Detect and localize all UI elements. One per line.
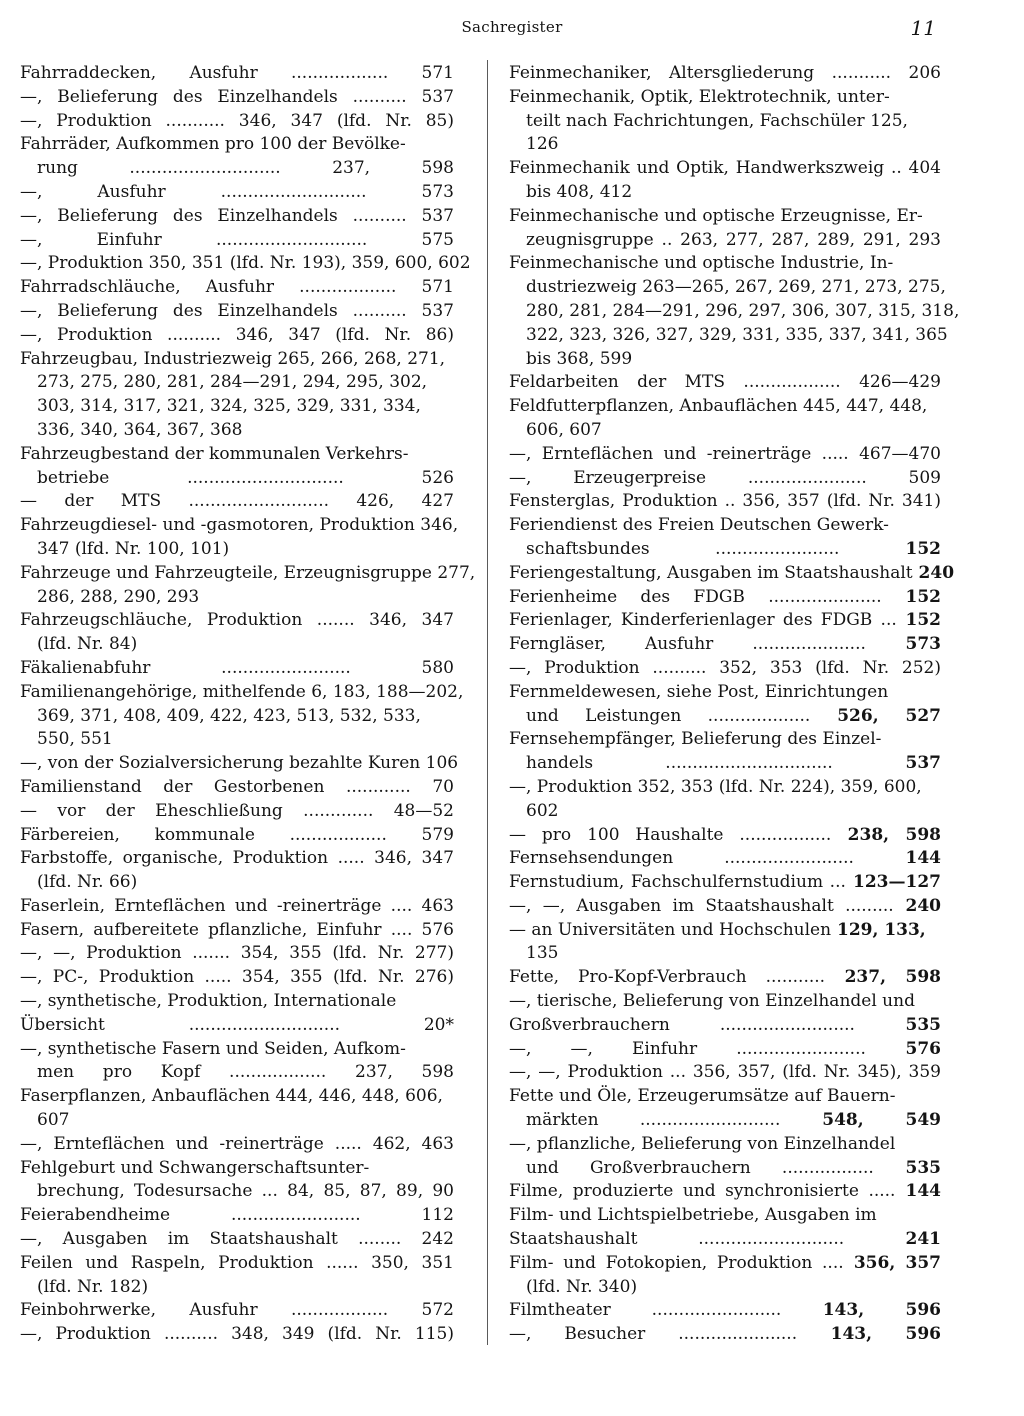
- index-entry-line: märkten .......................... 548, 549: [526, 1110, 941, 1131]
- page-header: [0, 18, 1024, 42]
- index-entry-line: Fette und Öle, Erzeugerumsätze auf Bauern-: [509, 1086, 896, 1107]
- index-entry-line: —, Besucher ...................... 143, 596: [509, 1324, 941, 1345]
- index-entry-line: Feilen und Raspeln, Produktion ...... 350, 351: [20, 1252, 454, 1273]
- index-entry-line: Feinmechaniker, Altersgliederung ........... 206: [509, 63, 941, 83]
- index-entry-line: Fahrzeugschläuche, Produktion ....... 346, 347: [20, 610, 454, 631]
- index-entry-line: —, Produktion 350, 351 (lfd. Nr. 193), 359, 600, 602: [20, 253, 471, 274]
- index-entry-line: —, Produktion .......... 352, 353 (lfd. Nr. 252): [509, 657, 941, 678]
- index-entry-line: —, Ausgaben im Staatshaushalt ........ 242: [20, 1229, 454, 1250]
- index-entry-line: —, tierische, Belieferung von Einzelhandel und: [509, 991, 915, 1012]
- index-entry-line: — vor der Eheschließung ............. 48—52: [20, 800, 454, 821]
- index-entry-line: —, PC-, Produktion ..... 354, 355 (lfd. Nr. 276): [20, 967, 454, 988]
- index-entry-line: dustriezweig 263—265, 267, 269, 271, 273, 275,: [526, 277, 946, 298]
- index-entry-line: Färbereien, kommunale .................. 579: [20, 824, 454, 845]
- index-entry-line: Feinmechanik, Optik, Elektrotechnik, unter-: [509, 86, 890, 107]
- index-entry-line: Fensterglas, Produktion .. 356, 357 (lfd. Nr. 341): [509, 491, 941, 512]
- index-entry-line: Fernmeldewesen, siehe Post, Einrichtungen: [509, 681, 889, 702]
- index-entry-line: —, Produktion ........... 346, 347 (lfd. Nr. 85): [20, 110, 454, 131]
- index-entry-line: 286, 288, 290, 293: [37, 586, 200, 607]
- index-entry-line: —, Ernteflächen und -reinerträge ..... 467—470: [509, 443, 941, 464]
- index-entry-line: Film- und Fotokopien, Produktion .... 356, 357: [509, 1252, 941, 1273]
- index-entry-line: schaftsbundes ....................... 152: [526, 538, 941, 559]
- index-entry-line: Feinmechanik und Optik, Handwerkszweig .. 404: [509, 158, 941, 179]
- index-entry-line: Fahrraddecken, Ausfuhr .................. 571: [20, 63, 454, 83]
- index-entry-line: Feldfutterpflanzen, Anbauflächen 445, 447, 448,: [509, 396, 928, 417]
- index-entry-line: — pro 100 Haushalte ................. 238, 598: [509, 824, 941, 845]
- index-entry-line: —, synthetische, Produktion, Internationale: [20, 991, 397, 1012]
- index-entry-line: —, Belieferung des Einzelhandels .......... 537: [20, 86, 454, 107]
- index-entry-line: Filmtheater ........................ 143, 596: [509, 1300, 941, 1321]
- column-divider: [487, 60, 488, 1345]
- index-entry-line: betriebe ............................. 526: [37, 467, 454, 488]
- index-entry-line: brechung, Todesursache ... 84, 85, 87, 89, 90: [37, 1181, 454, 1202]
- index-entry-line: 550, 551: [37, 729, 113, 750]
- index-entry-line: —, synthetische Fasern und Seiden, Aufkom-: [20, 1038, 406, 1059]
- index-entry-line: —, Erzeugerpreise ...................... 509: [509, 467, 941, 488]
- index-entry-line: Farbstoffe, organische, Produktion ..... 346, 347: [20, 848, 454, 869]
- index-entry-line: Feinbohrwerke, Ausfuhr .................. 572: [20, 1300, 454, 1321]
- index-entry-line: Feldarbeiten der MTS .................. 426—429: [509, 372, 941, 393]
- index-entry-line: —, —, Produktion ... 356, 357, (lfd. Nr. 345), 359: [509, 1062, 941, 1083]
- index-entry-line: —, Produktion .......... 346, 347 (lfd. Nr. 86): [20, 324, 454, 345]
- index-entry-line: 607: [37, 1110, 70, 1131]
- index-entry-line: 280, 281, 284—291, 296, 297, 306, 307, 315, 318,: [526, 300, 960, 321]
- index-entry-line: Fette, Pro-Kopf-Verbrauch ........... 237, 598: [509, 967, 941, 988]
- index-entry-line: 336, 340, 364, 367, 368: [37, 419, 243, 440]
- index-entry-line: Faserlein, Ernteflächen und -reinerträge .... 463: [20, 895, 454, 916]
- index-entry-line: Feriengestaltung, Ausgaben im Staatshaushalt 240: [509, 562, 955, 583]
- index-entry-line: Großverbrauchern ......................... 535: [509, 1014, 941, 1035]
- index-entry-line: bis 408, 412: [526, 181, 633, 202]
- index-entry-line: —, Einfuhr ............................ 575: [20, 229, 454, 250]
- index-entry-line: Fahrzeuge und Fahrzeugteile, Erzeugnisgruppe 277,: [20, 562, 476, 583]
- index-entry-line: —, Produktion .......... 348, 349 (lfd. Nr. 115): [20, 1324, 454, 1345]
- running-head: Sachregister: [461, 18, 563, 36]
- index-entry-line: —, —, Produktion ....... 354, 355 (lfd. Nr. 277): [20, 943, 454, 964]
- index-entry-line: Fahrräder, Aufkommen pro 100 der Bevölke-: [20, 134, 406, 155]
- index-entry-line: Fahrzeugbau, Industriezweig 265, 266, 268, 271,: [20, 348, 446, 369]
- index-entry-line: 369, 371, 408, 409, 422, 423, 513, 532, 533,: [37, 705, 421, 726]
- index-entry-line: (lfd. Nr. 182): [37, 1276, 149, 1297]
- index-entry-line: —, —, Ausgaben im Staatshaushalt ......... 240: [509, 895, 942, 916]
- index-entry-line: (lfd. Nr. 340): [526, 1276, 638, 1297]
- index-entry-line: Fahrzeugdiesel- und -gasmotoren, Produktion 346,: [20, 515, 459, 536]
- index-entry-line: 126: [526, 134, 559, 155]
- index-entry-line: 273, 275, 280, 281, 284—291, 294, 295, 302,: [37, 372, 428, 393]
- index-entry-line: Fahrradschläuche, Ausfuhr .................. 571: [20, 277, 454, 298]
- index-entry-line: Fehlgeburt und Schwangerschaftsunter-: [20, 1157, 370, 1178]
- index-entry-line: Fäkalienabfuhr ........................ 580: [20, 657, 454, 678]
- index-entry-line: Fernsehempfänger, Belieferung des Einzel-: [509, 729, 882, 750]
- index-entry-line: —, Ernteflächen und -reinerträge ..... 462, 463: [20, 1133, 454, 1154]
- index-entry-line: Filme, produzierte und synchronisierte ..... 144: [509, 1181, 942, 1202]
- index-column-left: [20, 62, 476, 1347]
- index-entry-line: Feinmechanische und optische Erzeugnisse, Er-: [509, 205, 923, 226]
- index-entry-line: (lfd. Nr. 66): [37, 872, 138, 893]
- index-entry-line: zeugnisgruppe .. 263, 277, 287, 289, 291, 293: [526, 229, 941, 250]
- index-entry-line: Familienangehörige, mithelfende 6, 183, 188—202,: [20, 681, 464, 702]
- index-entry-line: Fahrzeugbestand der kommunalen Verkehrs-: [20, 443, 409, 464]
- index-entry-line: —, Belieferung des Einzelhandels .......... 537: [20, 300, 454, 321]
- index-entry-line: und Großverbrauchern ................. 535: [526, 1157, 941, 1178]
- index-entry-line: —, Ausfuhr ........................... 573: [20, 181, 454, 202]
- index-entry-line: —, Belieferung des Einzelhandels .......... 537: [20, 205, 454, 226]
- index-entry-line: — an Universitäten und Hochschulen 129, 133,: [509, 919, 926, 940]
- index-entry-line: teilt nach Fachrichtungen, Fachschüler 125,: [526, 110, 908, 131]
- index-entry-line: rung ............................ 237, 598: [37, 158, 454, 179]
- index-entry-line: Faserpflanzen, Anbauflächen 444, 446, 448, 606,: [20, 1086, 443, 1107]
- index-entry-line: 322, 323, 326, 327, 329, 331, 335, 337, 341, 365: [526, 324, 948, 345]
- index-entry-line: —, von der Sozialversicherung bezahlte Kuren 106: [20, 753, 459, 774]
- index-entry-line: bis 368, 599: [526, 348, 633, 369]
- index-entry-line: — der MTS .......................... 426, 427: [20, 491, 454, 512]
- index-entry-line: 347 (lfd. Nr. 100, 101): [37, 538, 230, 559]
- index-entry-line: und Leistungen ................... 526, 527: [526, 705, 941, 726]
- index-entry-line: handels ............................... 537: [526, 753, 941, 774]
- index-entry-line: Feriendienst des Freien Deutschen Gewerk-: [509, 515, 889, 536]
- index-column-right: [509, 62, 960, 1347]
- index-entry-line: Fernstudium, Fachschulfernstudium ... 123—127: [509, 872, 941, 893]
- index-entry-line: Fernsehsendungen ........................ 144: [509, 848, 941, 869]
- index-entry-line: —, pflanzliche, Belieferung von Einzelhandel: [509, 1133, 896, 1154]
- index-entry-line: Ferngläser, Ausfuhr ..................... 573: [509, 634, 941, 655]
- index-entry-line: 303, 314, 317, 321, 324, 325, 329, 331, 334,: [37, 396, 421, 417]
- index-entry-line: Film- und Lichtspielbetriebe, Ausgaben im: [509, 1205, 877, 1226]
- index-entry-line: Familienstand der Gestorbenen ............ 70: [20, 776, 454, 797]
- index-entry-line: 606, 607: [526, 419, 602, 440]
- index-entry-line: 135: [526, 943, 559, 964]
- index-entry-line: Staatshaushalt ........................... 241: [509, 1229, 941, 1250]
- index-entry-line: Übersicht ............................ 20*: [20, 1014, 454, 1035]
- index-entry-line: (lfd. Nr. 84): [37, 634, 138, 655]
- page-number: 11: [910, 16, 936, 40]
- index-entry-line: Feierabendheime ........................ 112: [20, 1205, 454, 1226]
- index-entry-line: Ferienlager, Kinderferienlager des FDGB ... 152: [509, 610, 942, 631]
- index-entry-line: —, Produktion 352, 353 (lfd. Nr. 224), 359, 600,: [509, 776, 922, 797]
- index-entry-line: 602: [526, 800, 559, 821]
- index-entry-line: —, —, Einfuhr ........................ 576: [509, 1038, 942, 1059]
- index-entry-line: men pro Kopf .................. 237, 598: [37, 1062, 454, 1083]
- index-entry-line: Ferienheime des FDGB ..................... 152: [509, 586, 942, 607]
- index-entry-line: Fasern, aufbereitete pflanzliche, Einfuhr .... 576: [20, 919, 454, 940]
- index-entry-line: Feinmechanische und optische Industrie, In-: [509, 253, 894, 274]
